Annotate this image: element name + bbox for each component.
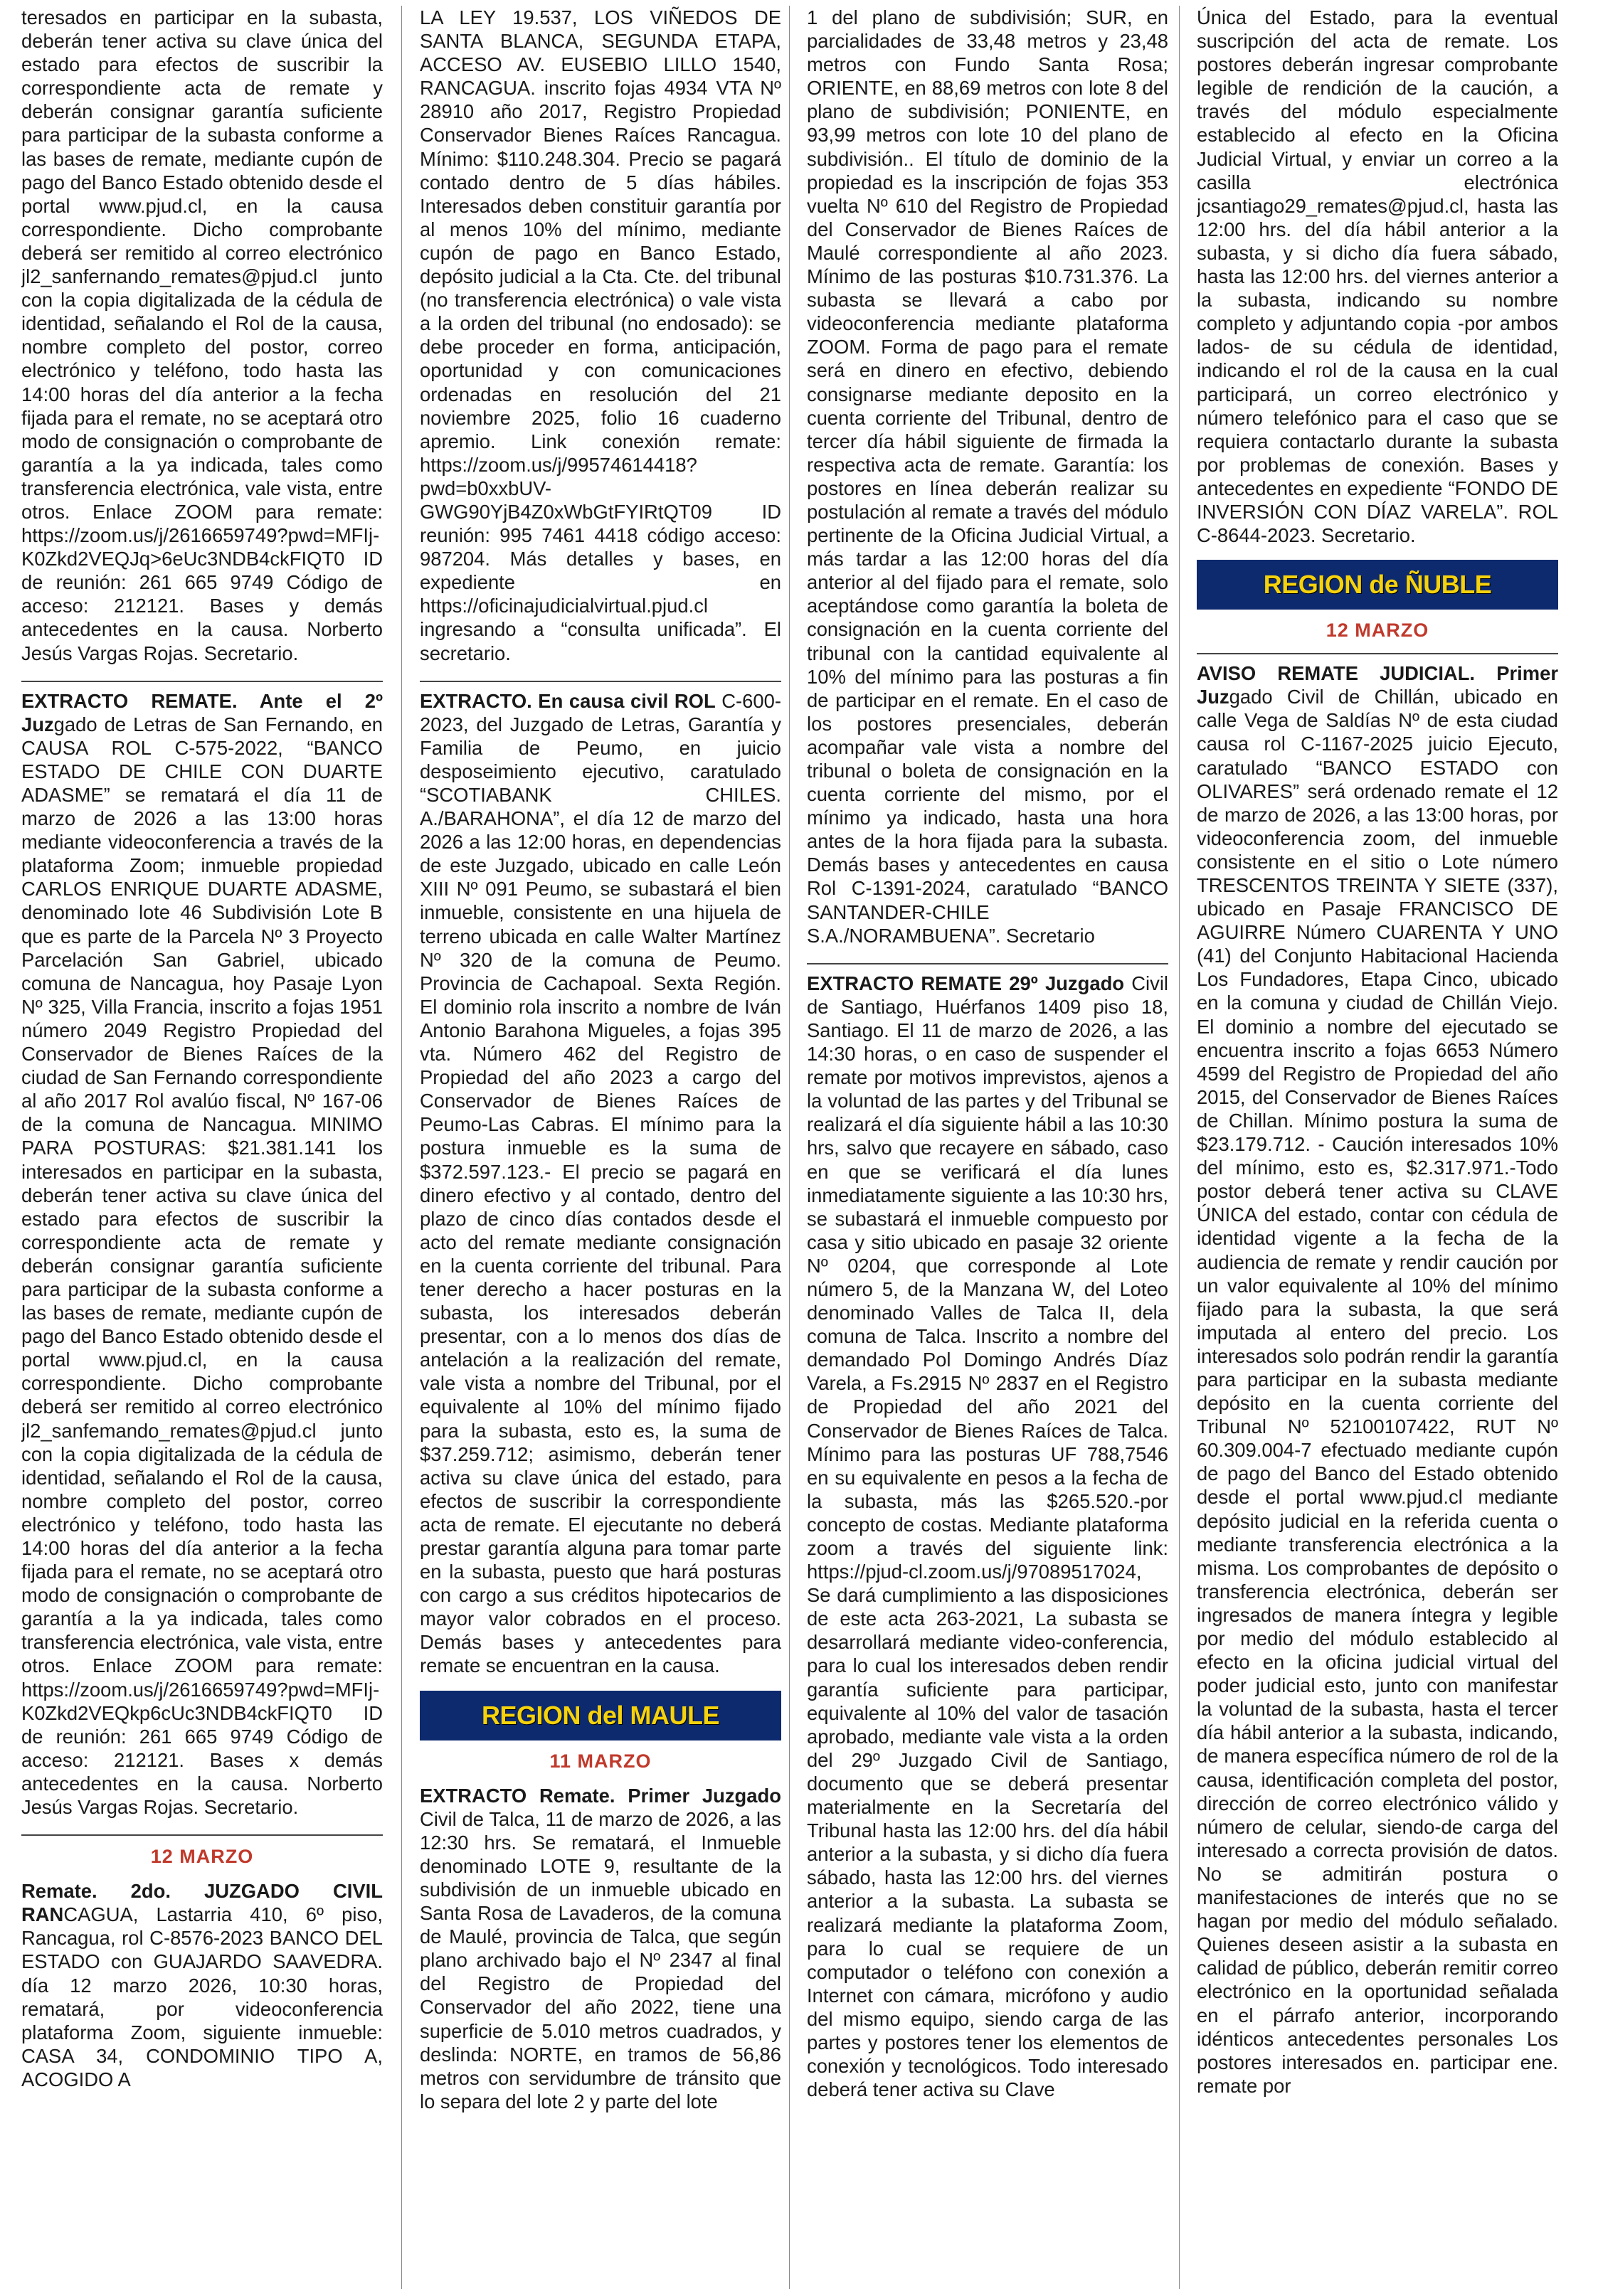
notice-heading: AVISO REMATE JUDICIAL. Primer Juz	[1197, 662, 1558, 708]
column-1	[21, 6, 383, 2289]
notice-separator	[21, 681, 383, 682]
notice-body: Civil de Santiago, Huérfanos 1409 piso 18, Santiago. El 11 de marzo de 2026, a las 14:30 horas, o en caso de suspender el remate por motivos imprevistos, ajenos a la voluntad de las partes y del Tribunal se realizará el día siguiente hábil a las 10:30 hrs, salvo que recayere en sábado, caso en que se verificará el día lunes inmediatamente siguiente a las 10:30 hrs, se subastará el inmueble compuesto por casa y sitio ubicado en pasaje 32 oriente Nº 0204, que corresponde al Lote número 5, de la Manzana W, del Loteo denominado Valles de Talca II, dela comuna de Talca. Inscrito a nombre del demandado Pol Domingo Andrés Díaz Varela, a Fs.2915 Nº 2837 en el Registro de Propiedad del año 2021 del Conservador de Bienes Raíces de Talca. Mínimo para las posturas UF 788,7546 en su equivalente en pesos a la fecha de la subasta, más las $265.520.-por concepto de costas. Mediante plataforma zoom a través del siguiente link: https://pjud-cl.zoom.us/j/97089517024, Se dará cumplimiento a las disposiciones de este acta 263-2021, La subasta se desarrollará mediante video-conferencia, para lo cual los interesados deben rendir garantía suficiente para participar, equivalente al 10% del valor de tasación aprobado, mediante vale vista a la orden del 29º Juzgado Civil de Santiago, documento que se deberá presentar materialmente en la Secretaría del Tribunal hasta las 12:00 hrs. del día hábil anterior a la subasta, y si dicho día fuera sábado, hasta las 12:00 hrs. del viernes anterior a la subasta. La subasta se realizará mediante la plataforma Zoom, para lo cual se requiere de un computador o teléfono con conexión a Internet con cámara, micrófono y audio del mismo equipo, siendo carga de las partes y postores tener los elementos de conexión y tecnológicos. Todo interesado deberá tener activa su Clave	[807, 972, 1168, 2101]
notice-body: gado de Letras de San Fernando, en CAUSA ROL C-575-2022, “BANCO ESTADO DE CHILE CON DUARTE ADASME” se rematará el día 11 de marzo de 2026 a las 13:00 horas mediante videoconferencia a través de la plataforma Zoom; inmueble propiedad CARLOS ENRIQUE DUARTE ADASME, denominado lote 46 Subdivisión Lote B que es parte de la Parcela Nº 3 Proyecto Parcelación San Gabriel, ubicado comuna de Nancagua, hoy Pasaje Lyon Nº 325, Villa Francia, inscrito a fojas 1951 número 2049 Registro Propiedad del Conservador de Bienes Raíces de la ciudad de San Fernando correspondiente al año 2017 Rol avalúo fiscal, Nº 167-06 de la comuna de Nancagua. MINIMO PARA POSTURAS: $21.381.141 los interesados en participar en la subasta, deberán tener activa su clave única del estado para efectos de suscribir la correspondiente acta de remate y deberán consignar garantía suficiente para participar de la subasta conforme a las bases de remate, mediante cupón de pago del Banco Estado obtenido desde el portal www.pjud.cl, en la causa correspondiente. Dicho comprobante deberá ser remitido al correo electrónico jl2_sanfemando_remates@pjud.cl junto con la copia digitalizada de la cédula de identidad, señalando el Rol de la causa, nombre completo del postor, correo electrónico y teléfono, todo hasta las 14:00 horas del día anterior a la fecha fijada para el remate, no se aceptará otro modo de consignación o comprobante de garantía a la ya indicada, tales como transferencia electrónica, vale vista, entre otros. Enlace ZOOM para remate: https://zoom.us/j/2616659749?pwd=MFIj-K0Zkd2VEQkp6cUc3NDB4ckFIQT0 ID de reunión: 261 665 9749 Código de acceso: 212121. Bases x demás antecedentes en la causa. Norberto Jesús Vargas Rojas. Secretario.	[21, 713, 383, 1819]
notice-rancagua	[21, 1879, 383, 2091]
notice-separator	[807, 963, 1168, 964]
notice-body: Civil de Talca, 11 de marzo de 2026, a las 12:30 hrs. Se rematará, el Inmueble denominado LOTE 9, resultante de la subdivisión de un inmueble ubicado en Santa Rosa de Lavaderos, de la comuna de Maulé, provincia de Talca, que según plano archivado bajo el Nº 2347 al final del Registro de Propiedad del Conservador del año 2022, tiene una superficie de 5.010 metros cuadrados, y deslinda: NORTE, en tramos de 56,86 metros con servidumbre de tránsito que lo separa del lote 2 y parte del lote	[420, 1807, 781, 2112]
notice-talca	[420, 1784, 781, 2113]
notice-heading: EXTRACTO REMATE. Ante el 2º Juz	[21, 689, 383, 735]
notice-continuation: Única del Estado, para la eventual suscripción del acta de remate. Los postores deberán ingresar comprobante legible de rendición de la caución, a través del módulo especialmente establecido al efecto en la Oficina Judicial Virtual, y enviar un correo a la casilla electrónica jcsantiago29_remates@pjud.cl, hasta las 12:00 hrs. del día hábil anterior a la subasta, y si dicho día fuera sábado, hasta las 12:00 hrs. del viernes anterior a la subasta, indicando su nombre completo y adjuntando copia -por ambos lados- de su cédula de identidad, indicando el rol de la causa en la cual participará, un correo electrónico y número telefónico para el caso que se requiera contactarlo durante la subasta por problemas de conexión. Bases y antecedentes en expediente “FONDO DE INVERSIÓN CON DÍAZ VARELA”. ROL C-8644-2023. Secretario.	[1197, 6, 1558, 547]
column-4	[1197, 6, 1558, 2289]
notice-body: CAGUA, Lastarria 410, 6º piso, Rancagua, rol C-8576-2023 BANCO DEL ESTADO con GUAJARDO SAAVEDRA. día 12 marzo 2026, 10:30 horas, rematará, por videoconferencia plataforma Zoom, siguiente inmueble: CASA 34, CONDOMINIO TIPO A, ACOGIDO A	[21, 1903, 383, 2090]
notice-separator	[21, 1834, 383, 1836]
date-heading: 11 MARZO	[549, 1750, 652, 1772]
column-2	[420, 6, 781, 2289]
column-divider	[1179, 6, 1180, 2289]
notice-chillan	[1197, 661, 1558, 2098]
notice-peumo	[420, 689, 781, 1678]
column-divider	[789, 6, 790, 2289]
region-banner-maule	[420, 1691, 781, 1740]
newspaper-page	[21, 6, 1587, 2289]
column-divider	[401, 6, 402, 2289]
notice-san-fernando	[21, 689, 383, 1819]
notice-continuation: 1 del plano de subdivisión; SUR, en parcialidades de 33,48 metros y 23,48 metros con Fundo Santa Rosa; ORIENTE, en 88,69 metros con lote 8 del plano de subdivisión; PONIENTE, en 93,99 metros con lote 10 del plano de subdivisión.. El título de dominio de la propiedad es la inscripción de fojas 353 vuelta Nº 610 del Registro de Propiedad del Conservador de Bienes Raíces de Maulé correspondiente al año 2023. Mínimo de las posturas $10.731.376. La subasta se llevará a cabo por videoconferencia mediante plataforma ZOOM. Forma de pago para el remate será en dinero en efectivo, debiendo consignarse mediante deposito en la cuenta corriente del Tribunal, dentro de tercer día hábil siguiente de firmada la respectiva acta de remate. Garantía: los postores en línea deberán realizar su postulación al remate a través del módulo pertinente de la Oficina Judicial Virtual, a más tardar a las 12:00 horas del día anterior al del fijado para el remate, solo aceptándose como garantía la boleta de consignación en la cuenta corriente del tribunal con la cantidad equivalente al 10% del mínimo para las posturas a fin de participar en el remate. En el caso de los postores presenciales, deberán acompañar vale vista a nombre del tribunal o boleta de consignación en la cuenta corriente del mismo, por el mínimo ya indicado, hasta una hora antes de la hora fijada para la subasta. Demás bases y antecedentes en causa Rol C-1391-2024, caratulado “BANCO SANTANDER-CHILE S.A./NORAMBUENA”. Secretario	[807, 6, 1168, 947]
date-heading: 12 MARZO	[150, 1846, 254, 1868]
notice-continuation: teresados en participar en la subasta, deberán tener activa su clave única del estado para efectos de suscribir la correspondiente acta de remate y deberán consignar garantía suficiente para participar de la subasta conforme a las bases de remate, mediante cupón de pago del Banco Estado obtenido desde el portal www.pjud.cl, en la causa correspondiente. Dicho comprobante deberá ser remitido al correo electrónico jl2_sanfernando_remates@pjud.cl junto con la copia digitalizada de la cédula de identidad, señalando el Rol de la causa, nombre completo del postor, correo electrónico y teléfono, todo hasta las 14:00 horas del día anterior a la fecha fijada para el remate, no se aceptará otro modo de consignación o comprobante de garantía a la ya indicada, tales como transferencia electrónica, vale vista, entre otros. Enlace ZOOM para remate: https://zoom.us/j/2616659749?pwd=MFIj-K0Zkd2VEQJq>6eUc3NDB4ckFIQT0 ID de reunión: 261 665 9749 Código de acceso: 212121. Bases y demás antecedentes en la causa. Norberto Jesús Vargas Rojas. Secretario.	[21, 6, 383, 664]
notice-heading: Remate. 2do. JUZGADO CIVIL RAN	[21, 1880, 383, 1926]
notice-separator	[420, 681, 781, 682]
notice-heading: EXTRACTO. En causa civil ROL	[420, 689, 716, 712]
notice-body: C-600-2023, del Juzgado de Letras, Garantía y Familia de Peumo, en juicio desposeimiento ejecutivo, caratulado “SCOTIABANK CHILES. A./BARAHONA”, el día 12 de marzo del 2026 a las 12:00 horas, en dependencias de este Juzgado, ubicado en calle León XIII Nº 091 Peumo, se subastará el bien inmueble, consistente en una hijuela de terreno ubicada en calle Walter Martínez Nº 320 de la comuna de Peumo. Provincia de Cachapoal. Sexta Región. El dominio rola inscrito a nombre de Iván Antonio Barahona Migueles, a fojas 395 vta. Número 462 del Registro de Propiedad del año 2023 a cargo del Conservador de Bienes Raíces de Peumo-Las Cabras. El mínimo para la postura inmueble es la suma de $372.597.123.- El precio se pagará en dinero efectivo y al contado, dentro del plazo de cinco días contados desde el acto del remate mediante consignación en la cuenta corriente del tribunal. Para tener derecho a hacer posturas en la subasta, los interesados deberán presentar, con a lo menos dos días de antelación a la realización del remate, vale vista a nombre del Tribunal, por el equivalente al 10% del mínimo fijado para la subasta, esto es, la suma de $37.259.712; asimismo, deberán tener activa su clave única del estado, para efectos de suscribir la correspondiente acta de remate. El ejecutante no deberá prestar garantía alguna para tomar parte en la subasta, puesto que hará posturas con cargo a sus créditos hipotecarios de mayor valor cobrados en el proceso. Demás bases y antecedentes para remate se encuentran en la causa.	[420, 689, 781, 1677]
region-banner-label: REGION del MAULE	[481, 1700, 720, 1730]
notice-santiago	[807, 972, 1168, 2102]
notice-heading: EXTRACTO Remate. Primer Juzgado	[420, 1784, 781, 1807]
date-heading: 12 MARZO	[1326, 620, 1429, 642]
region-banner-nuble	[1197, 560, 1558, 610]
notice-continuation: LA LEY 19.537, LOS VIÑEDOS DE SANTA BLANCA, SEGUNDA ETAPA, ACCESO AV. EUSEBIO LILLO 1540, RANCAGUA. inscrito fojas 4934 VTA Nº 28910 año 2017, Registro Propiedad Conservador Bienes Raíces Rancagua. Mínimo: $110.248.304. Precio se pagará contado dentro de 5 días hábiles. Interesados deben constituir garantía por al menos 10% del mínimo, mediante cupón de pago en Banco Estado, depósito judicial a la Cta. Cte. del tribunal (no transferencia electrónica) o vale vista a la orden del tribunal (no endosado): se debe proceder en forma, anticipación, oportunidad y con comunicaciones ordenadas en resolución del 21 noviembre 2025, folio 16 cuaderno apremio. Link conexión remate: https://zoom.us/j/99574614418?pwd=b0xxbUV-GWG90YjB4Z0xWbGtFYIRtQT09 ID reunión: 995 7461 4418 código acceso: 987204. Más detalles y bases, en expediente en https://oficinajudicialvirtual.pjud.cl ingresando a “consulta unificada”. El secretario.	[420, 6, 781, 664]
notice-body: gado Civil de Chillán, ubicado en calle Vega de Saldías Nº de esta ciudad causa rol C-1167-2025 juicio Ejecuto, caratulado “BANCO ESTADO con OLIVARES” será ordenado remate el 12 de marzo de 2026, a las 13:00 horas, por videoconferencia zoom, del inmueble consistente en el sitio o Lote número TRESCENTOS TREINTA Y SIETE (337), ubicado en Pasaje FRANCISCO DE AGUIRRE Número CUARENTA Y UNO (41) del Conjunto Habitacional Hacienda Los Fundadores, Etapa Cinco, ubicado en la comuna y ciudad de Chillán Viejo. El dominio a nombre del ejecutado se encuentra inscrito a fojas 6653 Número 4599 del Registro de Propiedad del año 2015, del Conservador de Bienes Raíces de Chillan. Mínimo postura la suma de $23.179.712. - Caución interesados 10% del mínimo, esto es, $2.317.971.-Todo postor deberá tener activa su CLAVE ÚNICA del estado, contar con cédula de identidad vigente a la fecha de la audiencia de remate y rendir caución por un valor equivalente al 10% del mínimo fijado para la subasta, la que será imputada al entero del precio. Los interesados solo podrán rendir la garantía para participar en la subasta mediante depósito en la cuenta corriente del Tribunal Nº 52100107422, RUT Nº 60.309.004-7 efectuado mediante cupón de pago del Banco del Estado obtenido desde el portal www.pjud.cl mediante depósito judicial en la referida cuenta o mediante transferencia electrónica a la misma. Los comprobantes de depósito o transferencia electrónica, deberán ser ingresados de manera íntegra y legible por medio del módulo establecido al efecto en la oficina judicial virtual del poder judicial esto, junto con manifestar la voluntad de la subasta, hasta el tercer día hábil anterior a la subasta, indicando, de manera específica número de rol de la causa, identificación completa del postor, dirección de correo electrónico válido y número de celular, siendo-de carga del interesado a correcta provisión de datos. No se admitirán postura o manifestaciones de interés que no se hagan por medio del módulo señalado. Quienes deseen asistir a la subasta en calidad de público, deberán remitir correo electrónico en la oportunidad señalada en el párrafo anterior, incorporando idénticos antecedentes personales Los postores interesados en. participar ene. remate por	[1197, 686, 1558, 2097]
notice-separator	[1197, 653, 1558, 654]
region-banner-label: REGION de ÑUBLE	[1263, 570, 1492, 600]
notice-heading: EXTRACTO REMATE 29º Juzgado	[807, 972, 1125, 994]
column-3	[807, 6, 1168, 2289]
